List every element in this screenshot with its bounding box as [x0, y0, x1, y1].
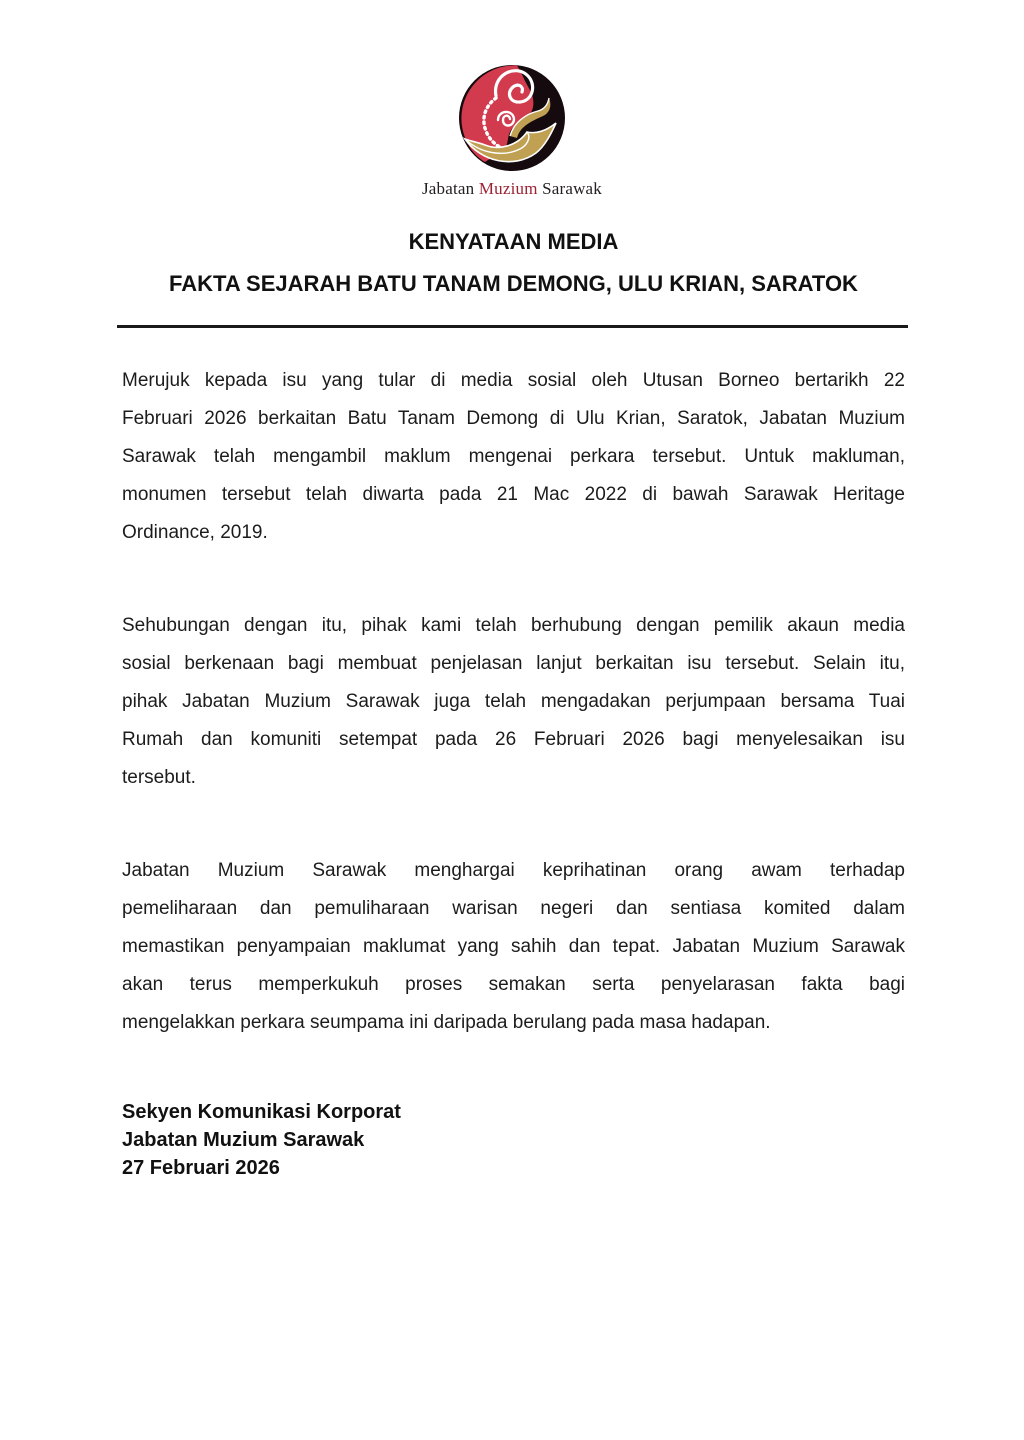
text-line: Rumah dan komuniti setempat pada 26 Februari 2026 bagi menyelesaikan isu — [122, 729, 905, 750]
logo-caption-word-muzium: Muzium — [478, 179, 538, 198]
text-line: tersebut. — [122, 767, 196, 788]
signature-organisation: Jabatan Muzium Sarawak — [122, 1129, 365, 1151]
logo-caption-word: Jabatan — [421, 179, 475, 198]
text-line: memastikan penyampaian maklumat yang sahih dan tepat. Jabatan Muzium Sarawak — [122, 936, 905, 957]
text-line: monumen tersebut telah diwarta pada 21 Mac 2022 di bawah Sarawak Heritage — [122, 484, 905, 505]
signature-block — [122, 1098, 905, 1182]
text-line: pihak Jabatan Muzium Sarawak juga telah mengadakan perjumpaan bersama Tuai — [122, 691, 905, 712]
title-divider — [117, 325, 908, 328]
document-title: KENYATAAN MEDIA — [408, 229, 619, 254]
body-paragraph-2 — [122, 607, 905, 797]
document-subtitle: FAKTA SEJARAH BATU TANAM DEMONG, ULU KRIAN, SARATOK — [169, 271, 858, 296]
text-line: sosial berkenaan bagi membuat penjelasan lanjut berkaitan isu tersebut. Selain itu, — [122, 653, 905, 674]
body-paragraph-1 — [122, 362, 905, 552]
text-line: pemeliharaan dan pemuliharaan warisan negeri dan sentiasa komited dalam — [122, 898, 905, 919]
logo-caption — [0, 179, 1024, 199]
logo-block — [0, 0, 1024, 199]
text-line: Jabatan Muzium Sarawak menghargai keprihatinan orang awam terhadap — [122, 860, 905, 881]
document-content — [0, 229, 1024, 1182]
body-paragraph-3 — [122, 852, 905, 1042]
museum-logo-icon — [452, 60, 572, 180]
text-line: Merujuk kepada isu yang tular di media sosial oleh Utusan Borneo bertarikh 22 — [122, 370, 905, 391]
text-line: mengelakkan perkara seumpama ini daripada berulang pada masa hadapan. — [122, 1012, 771, 1033]
signature-department: Sekyen Komunikasi Korporat — [122, 1101, 401, 1123]
text-line: Februari 2026 berkaitan Batu Tanam Demong di Ulu Krian, Saratok, Jabatan Muzium — [122, 408, 905, 429]
text-line: Sehubungan dengan itu, pihak kami telah berhubung dengan pemilik akaun media — [122, 615, 905, 636]
text-line: akan terus memperkukuh proses semakan serta penyelarasan fakta bagi — [122, 974, 905, 995]
text-line: Sarawak telah mengambil maklum mengenai perkara tersebut. Untuk makluman, — [122, 446, 905, 467]
logo-caption-word: Sarawak — [542, 179, 603, 198]
signature-date: 27 Februari 2026 — [122, 1157, 280, 1179]
text-line: Ordinance, 2019. — [122, 522, 268, 543]
